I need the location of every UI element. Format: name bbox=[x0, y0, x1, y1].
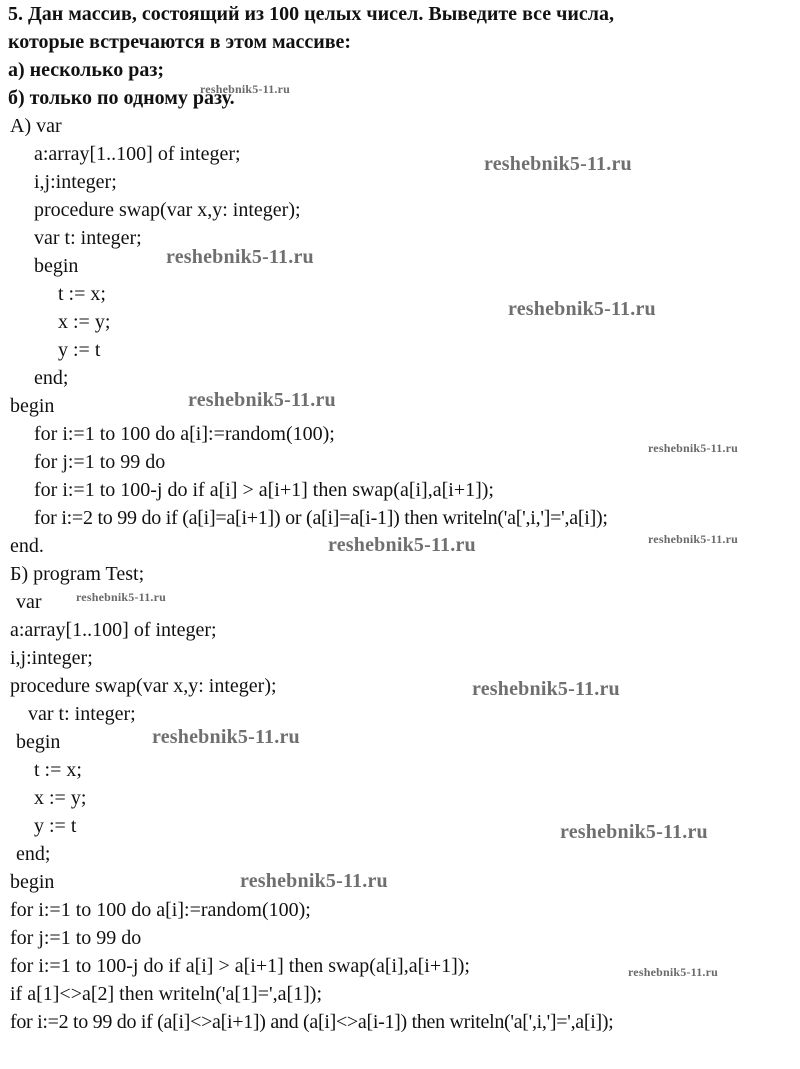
watermark: reshebnik5-11.ru bbox=[328, 534, 476, 556]
watermark: reshebnik5-11.ru bbox=[166, 246, 314, 268]
code-line: procedure swap(var x,y: integer); bbox=[34, 199, 301, 221]
code-line: for i:=1 to 100 do a[i]:=random(100); bbox=[34, 423, 335, 445]
watermark: reshebnik5-11.ru bbox=[200, 82, 290, 96]
code-line: end; bbox=[16, 843, 51, 865]
code-line: for i:=2 to 99 do if (a[i]=a[i+1]) or (a[i]=a[i-1]) then writeln('a[',i,']=',a[i]); bbox=[34, 507, 608, 529]
code-line: y := t bbox=[58, 339, 101, 361]
code-line: for j:=1 to 99 do bbox=[34, 451, 166, 473]
code-line: var t: integer; bbox=[34, 227, 142, 249]
watermark: reshebnik5-11.ru bbox=[628, 965, 718, 979]
code-line: if a[1]<>a[2] then writeln('a[1]=',a[1]); bbox=[10, 983, 323, 1005]
code-line: begin bbox=[10, 395, 55, 417]
code-line: for i:=2 to 99 do if (a[i]<>a[i+1]) and (a[i]<>a[i-1]) then writeln('a[',i,']=',a[i]); bbox=[10, 1011, 614, 1033]
code-line: i,j:integer; bbox=[10, 647, 93, 669]
code-line: var bbox=[16, 591, 42, 613]
code-line: i,j:integer; bbox=[34, 171, 117, 193]
watermark: reshebnik5-11.ru bbox=[472, 678, 620, 700]
watermark: reshebnik5-11.ru bbox=[508, 298, 656, 320]
watermark: reshebnik5-11.ru bbox=[648, 441, 738, 455]
code-line: Б) program Test; bbox=[10, 563, 145, 585]
code-line: begin bbox=[10, 871, 55, 893]
code-line: А) var bbox=[10, 115, 62, 137]
task-heading: 5. Дан массив, состоящий из 100 целых чисел. Выведите все числа, bbox=[8, 3, 615, 25]
code-line: for j:=1 to 99 do bbox=[10, 927, 142, 949]
watermark: reshebnik5-11.ru bbox=[560, 821, 708, 843]
code-line: a:array[1..100] of integer; bbox=[34, 143, 241, 165]
code-line: begin bbox=[16, 731, 61, 753]
code-line: x := y; bbox=[34, 787, 87, 809]
code-line: procedure swap(var x,y: integer); bbox=[10, 675, 277, 697]
code-line: begin bbox=[34, 255, 79, 277]
code-line: for i:=1 to 100-j do if a[i] > a[i+1] then swap(a[i],a[i+1]); bbox=[10, 955, 470, 977]
code-line: for i:=1 to 100 do a[i]:=random(100); bbox=[10, 899, 311, 921]
watermark: reshebnik5-11.ru bbox=[152, 726, 300, 748]
code-line: end; bbox=[34, 367, 69, 389]
code-line: var t: integer; bbox=[28, 703, 136, 725]
code-line: a:array[1..100] of integer; bbox=[10, 619, 217, 641]
code-line: t := x; bbox=[58, 283, 106, 305]
task-item-b: б) только по одному разу. bbox=[8, 87, 235, 109]
watermark: reshebnik5-11.ru bbox=[240, 870, 388, 892]
watermark: reshebnik5-11.ru bbox=[648, 532, 738, 546]
task-item-a: а) несколько раз; bbox=[8, 59, 165, 81]
code-line: t := x; bbox=[34, 759, 82, 781]
code-line: x := y; bbox=[58, 311, 111, 333]
task-heading: которые встречаются в этом массиве: bbox=[8, 31, 352, 53]
code-line: y := t bbox=[34, 815, 77, 837]
code-line: end. bbox=[10, 535, 44, 557]
code-line: for i:=1 to 100-j do if a[i] > a[i+1] then swap(a[i],a[i+1]); bbox=[34, 479, 494, 501]
watermark: reshebnik5-11.ru bbox=[76, 590, 166, 604]
watermark: reshebnik5-11.ru bbox=[484, 153, 632, 175]
watermark: reshebnik5-11.ru bbox=[188, 389, 336, 411]
